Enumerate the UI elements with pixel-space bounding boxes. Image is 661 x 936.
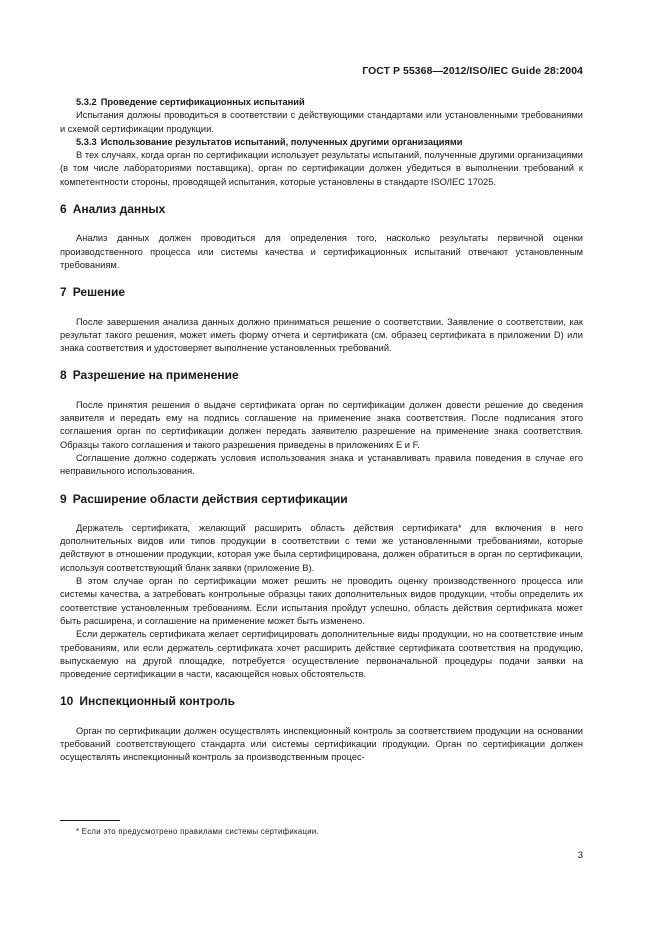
section-heading-7	[60, 286, 583, 299]
subsection-number: 5.3.3	[76, 136, 97, 147]
footnote-divider	[60, 820, 120, 821]
page-number: 3	[577, 850, 583, 861]
paragraph: Если держатель сертификата желает сертифицировать дополнительные виды продукции, но на соответствие иным требованиям, или если держатель сертификата хочет расширить действие сертификата соответствия на продукцию, выпускаемую на другой площадке, потребуется осуществление первоначальной процедуры подачи заявки на проведение сертификации в части, касающейся новых обстоятельств.	[60, 629, 583, 680]
paragraph: Орган по сертификации должен осуществлять инспекционный контроль за соответствием продукции на основании требований соответствующего стандарта или системы сертификации продукции. Орган по сертификации должен осуществлять инспекционный контроль за производственным процес-	[60, 725, 583, 763]
section-title: Решение	[72, 285, 126, 300]
paragraph: В тех случаях, когда орган по сертификации использует результаты испытаний, полученные другими организациями (в том числе лабораториями поставщика), орган по сертификации должен убедиться в выполнении требований к компетентности стороны, проводящей испытания, которые установлены в стандарте ISO/IEC 17025.	[60, 150, 583, 187]
subsection-number: 5.3.2	[76, 97, 97, 107]
section-title: Разрешение на применение	[72, 368, 239, 383]
section-heading-9	[60, 493, 583, 506]
footnote: * Если это предусмотрено правилами системы сертификации.	[76, 827, 320, 836]
subsection-title: Использование результатов испытаний, полученных другими организациями	[100, 136, 463, 147]
subsection-heading-5-3-3	[60, 136, 583, 149]
section-heading-6	[60, 203, 583, 216]
section-heading-10	[60, 695, 583, 708]
paragraph: Анализ данных должен проводиться для определения того, насколько результаты первичной оценки производственного процесса или системы качества и сертификационных испытаний отвечают установленным требованиям.	[60, 233, 583, 270]
section-number: 7	[60, 285, 67, 300]
section-title: Анализ данных	[72, 202, 166, 217]
paragraph: Испытания должны проводиться в соответствии с действующими стандартами или установленными требованиями и схемой сертификации продукции.	[60, 110, 583, 134]
section-title: Расширение области действия сертификации	[72, 491, 348, 506]
section-number: 8	[60, 368, 67, 383]
section-number: 6	[60, 202, 67, 217]
paragraph: Держатель сертификата, желающий расширить область действия сертификата* для включения в него дополнительных видов или типов продукции в соответствии с теми же установленными требованиями, которые действуют в отношении продукции, которая уже была сертифицирована, должен обратиться в орган по сертификации, используя соответствующий бланк заявки (приложение В).	[60, 522, 583, 573]
page-content	[60, 96, 583, 765]
section-number: 9	[60, 491, 67, 506]
section-heading-8	[60, 369, 583, 382]
subsection-title: Проведение сертификационных испытаний	[100, 97, 305, 107]
paragraph: В этом случае орган по сертификации может решить не проводить оценку производственного процесса или системы качества, а затребовать контрольные образцы таких дополнительных видов продукции, чтобы определить их соответствие установленным требованиям. Если испытания пройдут успешно, область действия сертификата может быть расширена, и соглашение на применение может быть изменено.	[60, 576, 583, 626]
section-number: 10	[60, 694, 74, 709]
paragraph: Соглашение должно содержать условия использования знака и устанавливать правила поведения в случае его неправильного использования.	[60, 452, 583, 477]
section-title: Инспекционный контроль	[79, 694, 236, 709]
paragraph: После завершения анализа данных должно приниматься решение о соответствии. Заявление о соответствии, как результат такого решения, может иметь форму отчета и сертификата (см. образец сертификата в приложении D) или знака соответствия и удостоверяет выполнение установленных требований.	[60, 316, 583, 354]
subsection-heading-5-3-2	[60, 96, 583, 109]
paragraph: После принятия решения о выдаче сертификата орган по сертификации должен довести решение до сведения заявителя и передать ему на подпись соглашение на применение знака соответствия. После подписания этого соглашения орган по сертификации должен передать заявителю разрешение на применение знака соответствия. Образцы такого соглашения и такого разрешения приведены в приложениях Е и F.	[60, 399, 583, 450]
document-header: ГОСТ Р 55368—2012/ISO/IEC Guide 28:2004	[362, 66, 583, 77]
